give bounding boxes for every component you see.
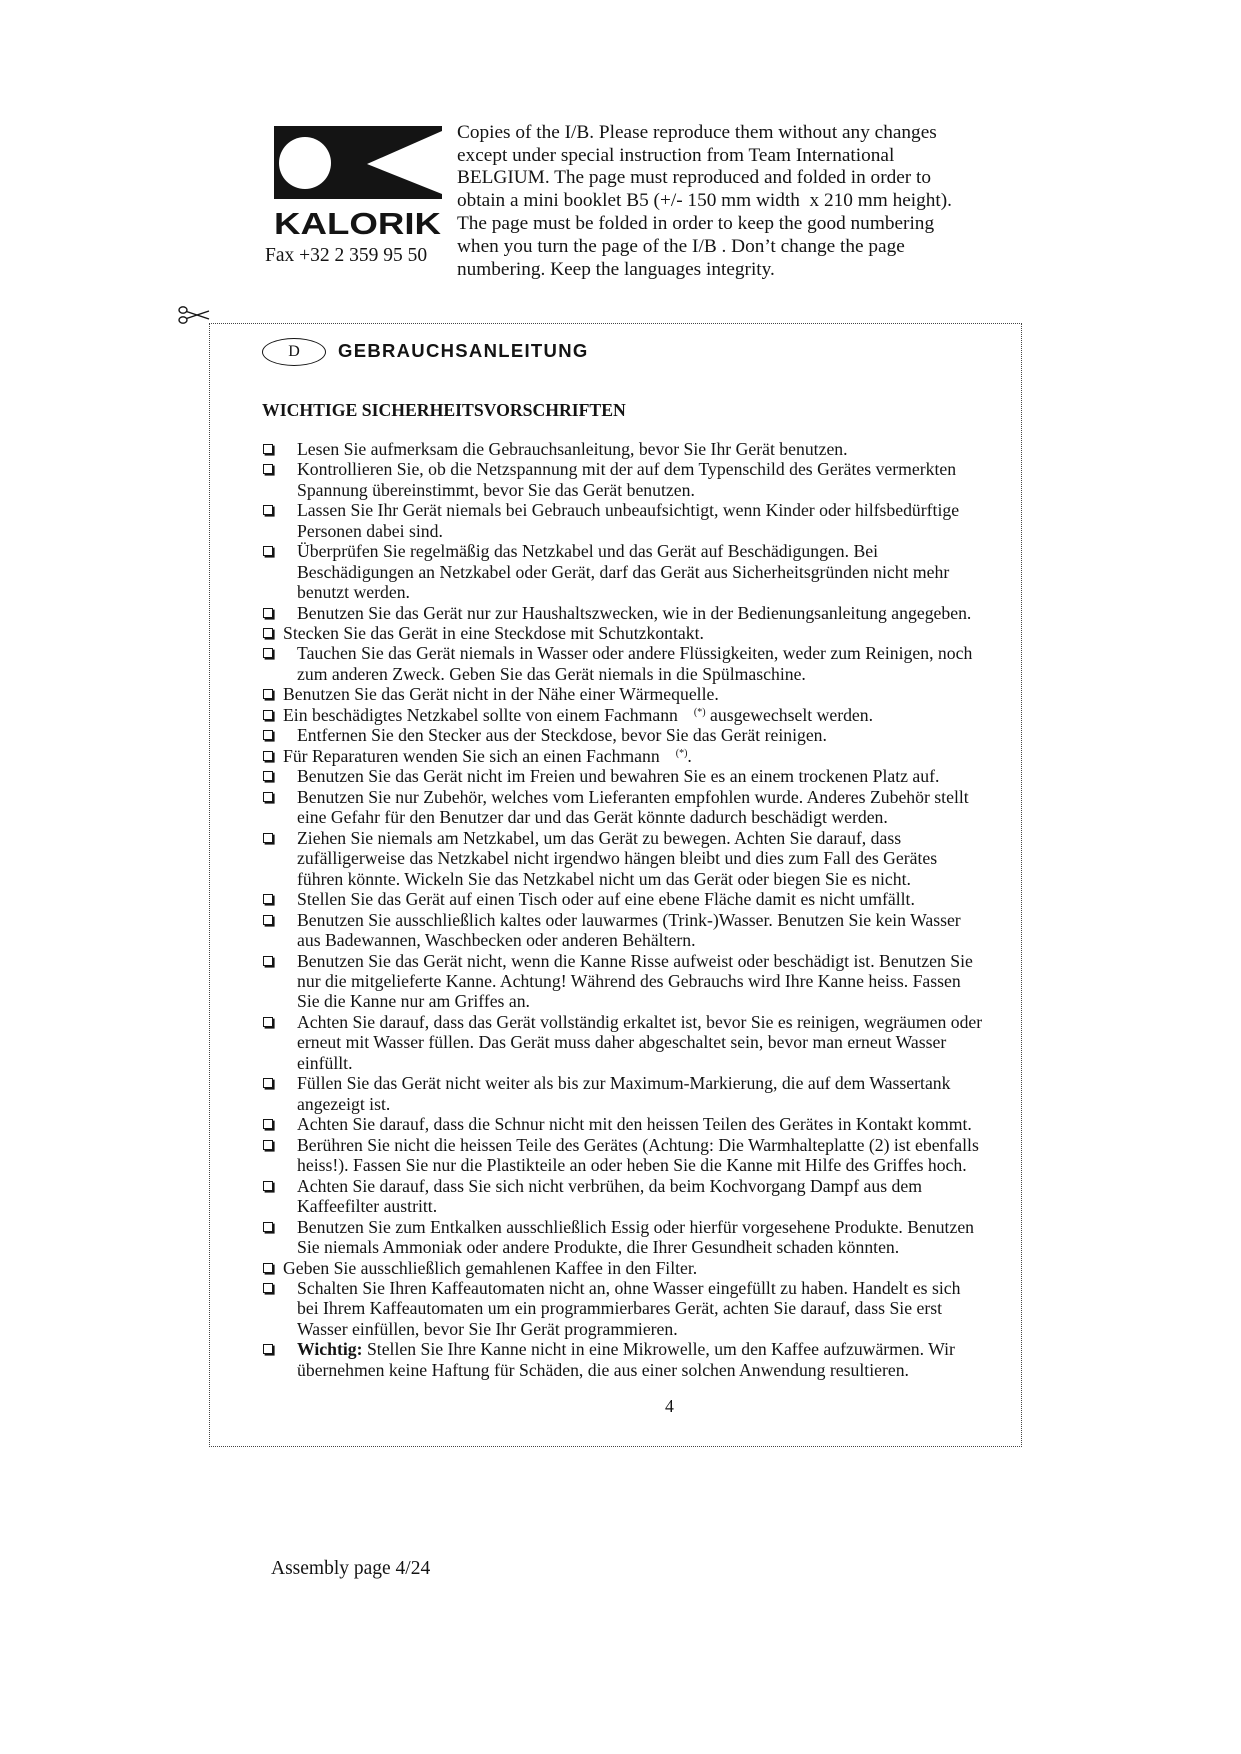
safety-item-line: benutzt werden. [297,582,410,603]
checkbox-icon [263,915,273,925]
safety-item-line: zufälligerweise das Netzkabel nicht irgendwo hängen bleibt und dies zum Fall des Gerätes [297,848,938,869]
logo-text: KALORIK [274,206,442,238]
manual-title: GEBRAUCHSANLEITUNG [338,340,589,361]
safety-item [262,603,1012,623]
note-line: except under special instruction from Team International [457,144,895,166]
safety-item [262,1339,1012,1380]
safety-item [262,1278,1012,1339]
safety-item-line: Berühren Sie nicht die heissen Teile des Gerätes (Achtung: Die Warmhalteplatte (2) ist ebenfalls [297,1134,979,1155]
footnote-marker: (*) [675,747,688,759]
checkbox-icon [263,1263,273,1273]
assembly-page-label: Assembly page 4/24 [271,1557,431,1579]
safety-item-line: Kaffeefilter austritt. [297,1196,438,1217]
checkbox-icon [263,628,273,638]
safety-item-line: Benutzen Sie das Gerät nicht in der Nähe einer Wärmequelle. [283,684,719,705]
language-badge: D [262,338,326,366]
safety-item-line: Sie niemals Ammoniak oder andere Produkte, die Ihrer Gesundheit schaden könnten. [297,1237,900,1258]
safety-item-line: Stecken Sie das Gerät in eine Steckdose mit Schutzkontakt. [283,623,704,644]
safety-item-line: Lesen Sie aufmerksam die Gebrauchsanleitung, bevor Sie Ihr Gerät benutzen. [297,438,848,459]
safety-item-line: Lassen Sie Ihr Gerät niemals bei Gebrauch unbeaufsichtigt, wenn Kinder oder hilfsbedürftige [297,500,960,521]
checkbox-icon [263,751,273,761]
safety-item-line [283,705,1012,725]
safety-item-line: Benutzen Sie nur Zubehör, welches vom Lieferanten empfohlen wurde. Anderes Zubehör stellt [297,786,969,807]
safety-item-line: Überprüfen Sie regelmäßig das Netzkabel und das Gerät auf Beschädigungen. Bei [297,541,879,562]
checkbox-icon [263,1078,273,1088]
safety-item-line: Kontrollieren Sie, ob die Netzspannung mit der auf dem Typenschild des Gerätes vermerkten [297,459,957,480]
safety-item-line: Geben Sie ausschließlich gemahlenen Kaffee in den Filter. [283,1257,698,1278]
checkbox-icon [263,608,273,618]
note-line: Copies of the I/B. Please reproduce them without any changes [457,121,937,143]
safety-item-line: Stellen Sie das Gerät auf einen Tisch oder auf eine ebene Fläche damit es nicht umfällt. [297,889,915,910]
safety-item-line: Achten Sie darauf, dass die Schnur nicht mit den heissen Teilen des Gerätes in Kontakt kommt. [297,1114,972,1135]
safety-item-line: Benutzen Sie zum Entkalken ausschließlich Essig oder hierfür vorgesehene Produkte. Benutzen [297,1216,975,1237]
fax-number: Fax +32 2 359 95 50 [265,244,428,266]
checkbox-icon [263,956,273,966]
safety-item [262,1176,1012,1217]
note-line: The page must be folded in order to keep the good numbering [457,213,935,235]
safety-item-line: Füllen Sie das Gerät nicht weiter als bis zur Maximum-Markierung, die auf dem Wassertank [297,1073,951,1094]
checkbox-icon [263,771,273,781]
note-line: BELGIUM. The page must reproduced and folded in order to [457,167,932,189]
safety-list [262,439,1012,1381]
checkbox-icon [263,710,273,720]
safety-item-line: erneut mit Wasser füllen. Das Gerät muss daher abgeschaltet sein, bevor man erneut Wasser [297,1032,947,1053]
reproduction-note [457,122,952,283]
text-segment: . [687,745,692,766]
safety-item [262,439,1012,459]
note-line: obtain a mini booklet B5 (+/- 150 mm width x 210 mm height). [457,190,953,212]
checkbox-icon [263,546,273,556]
safety-item [262,787,1012,828]
safety-item-line: bei Ihrem Kaffeautomaten um ein programmierbares Gerät, achten Sie darauf, dass Sie erst [297,1298,943,1319]
safety-item-line: heiss!). Fassen Sie nur die Plastikteile an oder heben Sie die Kanne mit Hilfe des Griffes hoch. [297,1155,967,1176]
safety-item [262,705,1012,725]
safety-item-line: Schalten Sie Ihren Kaffeautomaten nicht an, ohne Wasser eingefüllt zu haben. Handelt es sich [297,1278,961,1299]
safety-item [262,766,1012,786]
safety-item-line: führen könnte. Wickeln Sie das Netzkabel nicht um das Gerät oder biegen Sie es nicht. [297,868,911,889]
safety-item-line: Personen dabei sind. [297,520,443,541]
safety-item [262,1135,1012,1176]
checkbox-icon [263,464,273,474]
note-line: when you turn the page of the I/B . Don’t change the page [457,236,905,258]
kalorik-logo-icon [274,124,442,238]
checkbox-icon [263,648,273,658]
safety-item-line: Ziehen Sie niemals am Netzkabel, um das Gerät zu bewegen. Achten Sie darauf, dass [297,827,902,848]
safety-item-line: zum anderen Zweck. Geben Sie das Gerät niemals in die Spülmaschine. [297,663,806,684]
safety-item-line: Benutzen Sie ausschließlich kaltes oder lauwarmes (Trink-)Wasser. Benutzen Sie kein Wasser [297,909,961,930]
note-line: numbering. Keep the languages integrity. [457,259,775,281]
checkbox-icon [263,1283,273,1293]
text-segment: Stellen Sie Ihre Kanne nicht in eine Mikrowelle, um den Kaffee aufzuwärmen. Wir [362,1339,955,1360]
text-segment: Für Reparaturen wenden Sie sich an einen Fachmann [283,745,660,766]
safety-item [262,951,1012,1012]
checkbox-icon [263,730,273,740]
safety-item-line: Spannung übereinstimmt, bevor Sie das Gerät benutzen. [297,479,695,500]
safety-item-line: Sie die Kanne nur am Griffes an. [297,991,530,1012]
checkbox-icon [263,833,273,843]
safety-item-line: eine Gefahr für den Benutzer dar und das Gerät könnte dadurch beschädigt werden. [297,807,888,828]
safety-item-line: Benutzen Sie das Gerät nicht im Freien und bewahren Sie es an einem trockenen Platz auf. [297,766,940,787]
page-number: 4 [665,1396,674,1417]
safety-item [262,1217,1012,1258]
footnote-marker: (*) [693,706,706,718]
checkbox-icon [263,894,273,904]
safety-item [262,500,1012,541]
safety-item [262,684,1012,704]
safety-item-line: aus Badewannen, Waschbecken oder anderen Behältern. [297,930,696,951]
safety-item-line: Achten Sie darauf, dass Sie sich nicht verbrühen, da beim Kochvorgang Dampf aus dem [297,1175,922,1196]
checkbox-icon [263,1140,273,1150]
emphasis-text: Wichtig: [297,1339,363,1360]
safety-item-line: nur die mitgelieferte Kanne. Achtung! Während des Gebrauchs wird Ihre Kanne heiss. Fassen [297,970,961,991]
checkbox-icon [263,689,273,699]
safety-item-line: Tauchen Sie das Gerät niemals in Wasser oder andere Flüssigkeiten, weder zum Reinigen, noch [297,643,973,664]
scissors-icon [178,304,212,326]
safety-item-line: einfüllt. [297,1052,353,1073]
text-segment: ausgewechselt werden. [705,704,874,725]
safety-item [262,1258,1012,1278]
safety-item [262,725,1012,745]
safety-item [262,1012,1012,1073]
safety-item-line [283,746,1012,766]
safety-item [262,1073,1012,1114]
safety-item-line: Benutzen Sie das Gerät nur zur Haushaltszwecken, wie in der Bedienungsanleitung angegeben. [297,602,972,623]
safety-item-line: Entfernen Sie den Stecker aus der Steckdose, bevor Sie das Gerät reinigen. [297,725,827,746]
safety-item-line [297,1339,1012,1359]
text-segment: Ein beschädigtes Netzkabel sollte von einem Fachmann [283,704,678,725]
safety-item-line: Achten Sie darauf, dass das Gerät vollständig erkaltet ist, bevor Sie es reinigen, wegräumen oder [297,1011,983,1032]
checkbox-icon [263,1119,273,1129]
safety-item [262,643,1012,684]
section-title: WICHTIGE SICHERHEITSVORSCHRIFTEN [262,399,626,420]
safety-item [262,828,1012,889]
safety-item [262,541,1012,602]
safety-item [262,1114,1012,1134]
safety-item-line: Wasser einfüllen, bevor Sie Ihr Gerät programmieren. [297,1318,678,1339]
safety-item [262,889,1012,909]
checkbox-icon [263,1017,273,1027]
safety-item-line: Beschädigungen an Netzkabel oder Gerät, darf das Gerät aus Sicherheitsgründen nicht mehr [297,561,950,582]
safety-item [262,459,1012,500]
safety-item-line: Benutzen Sie das Gerät nicht, wenn die Kanne Risse aufweist oder beschädigt ist. Benutzen Sie [297,950,973,971]
safety-item-line: übernehmen keine Haftung für Schäden, die aus einer solchen Anwendung resultieren. [297,1359,909,1380]
checkbox-icon [263,1181,273,1191]
checkbox-icon [263,1222,273,1232]
checkbox-icon [263,444,273,454]
safety-item [262,910,1012,951]
safety-item [262,623,1012,643]
checkbox-icon [263,792,273,802]
checkbox-icon [263,505,273,515]
safety-item-line: angezeigt ist. [297,1093,391,1114]
checkbox-icon [263,1344,273,1354]
safety-item [262,746,1012,766]
